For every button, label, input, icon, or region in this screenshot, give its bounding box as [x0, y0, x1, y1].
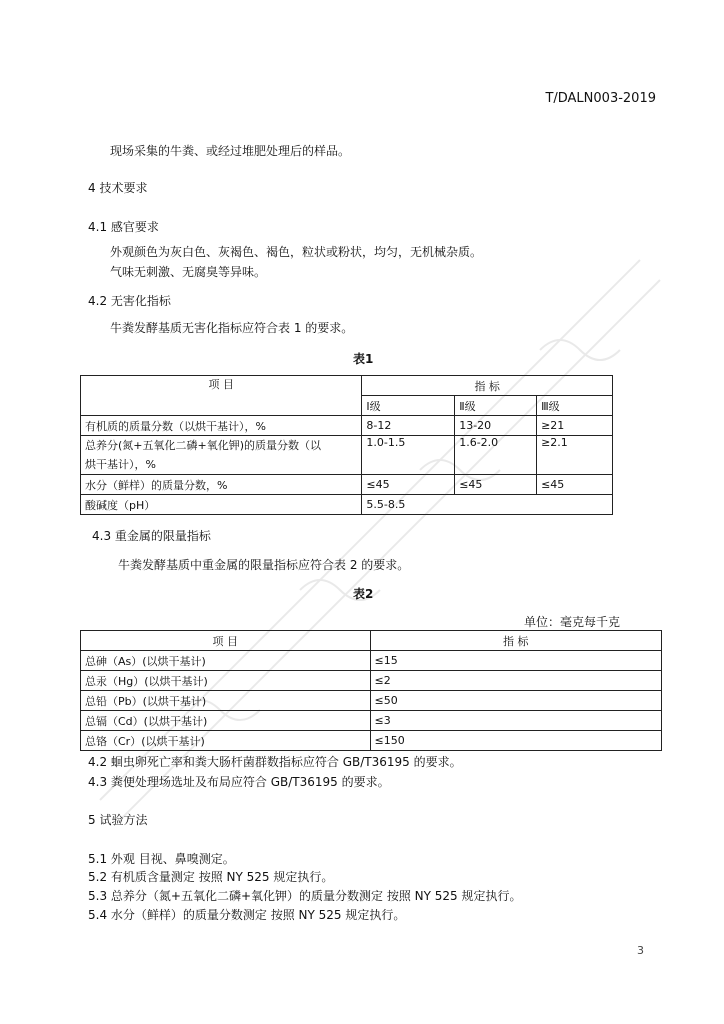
table-row	[81, 651, 662, 671]
table-1-header-item: 项 目	[81, 376, 362, 416]
table-cell: 总汞（Hg）(以烘干基计)	[81, 671, 371, 691]
table-cell: 有机质的质量分数（以烘干基计），%	[81, 416, 362, 436]
table-1-grade-1: Ⅰ级	[362, 396, 455, 416]
document-code: T/DALN003-2019	[545, 91, 656, 106]
table-cell: 水分（鲜样）的质量分数，%	[81, 475, 362, 495]
table-cell: ≤150	[370, 731, 662, 751]
method-item: 5.4 水分（鲜样）的质量分数测定 按照 NY 525 规定执行。	[88, 908, 406, 922]
table-cell: ≥2.1	[537, 436, 613, 475]
table-cell: 总铅（Pb）(以烘干基计)	[81, 691, 371, 711]
page-number: 3	[637, 944, 644, 957]
table-1-header-index: 指 标	[362, 376, 613, 396]
section-4-heading: 4 技术要求	[88, 181, 148, 195]
table-row	[81, 475, 613, 495]
table-cell: ≤50	[370, 691, 662, 711]
table-2-header-item: 项 目	[81, 631, 371, 651]
table-cell: ≥21	[537, 416, 613, 436]
section-4-1-heading: 4.1 感官要求	[88, 220, 159, 234]
sensory-text-2: 气味无刺激、无腐臭等异味。	[110, 265, 267, 279]
table-row	[81, 495, 613, 515]
clause-4-2-pathogen: 4.2 蛔虫卵死亡率和粪大肠杆菌群数指标应符合 GB/T36195 的要求。	[88, 755, 462, 769]
table-cell: ≤3	[370, 711, 662, 731]
table-cell: 总砷（As）(以烘干基计)	[81, 651, 371, 671]
section-5-heading: 5 试验方法	[88, 813, 148, 827]
method-item: 5.1 外观 目视、鼻嗅测定。	[88, 852, 235, 866]
section-4-2-text: 牛粪发酵基质无害化指标应符合表 1 的要求。	[110, 321, 354, 335]
table-row	[81, 631, 662, 651]
table-cell: ≤2	[370, 671, 662, 691]
table-cell: 总镉（Cd）(以烘干基计)	[81, 711, 371, 731]
clause-4-3-site: 4.3 粪便处理场选址及布局应符合 GB/T36195 的要求。	[88, 775, 390, 789]
table-cell: ≤45	[362, 475, 455, 495]
table-row	[81, 416, 613, 436]
table-1-caption: 表1	[353, 352, 374, 366]
table-2-caption: 表2	[353, 587, 374, 601]
table-cell: ≤45	[455, 475, 537, 495]
table-row	[81, 376, 613, 396]
table-row	[81, 711, 662, 731]
table-cell: 5.5-8.5	[362, 495, 613, 515]
table-row	[81, 671, 662, 691]
table-cell: 13-20	[455, 416, 537, 436]
intro-text: 现场采集的牛粪、或经过堆肥处理后的样品。	[110, 144, 351, 158]
table-2-header-index: 指 标	[370, 631, 662, 651]
table-cell: 1.6-2.0	[455, 436, 537, 475]
table-row	[81, 731, 662, 751]
table-2	[80, 630, 662, 751]
table-cell: 总铬（Cr）(以烘干基计)	[81, 731, 371, 751]
table-2-unit: 单位：毫克每千克	[524, 615, 621, 629]
cell-line: 总养分(氮+五氧化二磷+氧化钾)的质量分数（以	[85, 439, 322, 452]
section-4-3-text: 牛粪发酵基质中重金属的限量指标应符合表 2 的要求。	[118, 558, 410, 572]
section-4-2-heading: 4.2 无害化指标	[88, 294, 171, 308]
table-1-grade-3: Ⅲ级	[537, 396, 613, 416]
table-cell: ≤15	[370, 651, 662, 671]
sensory-text-1: 外观颜色为灰白色、灰褐色、褐色，粒状或粉状，均匀，无机械杂质。	[110, 245, 483, 259]
table-cell: 1.0-1.5	[362, 436, 455, 475]
table-cell: 8-12	[362, 416, 455, 436]
table-1	[80, 375, 613, 515]
table-row	[81, 436, 613, 475]
cell-line: 烘干基计），%	[85, 458, 156, 471]
table-cell: ≤45	[537, 475, 613, 495]
method-item: 5.2 有机质含量测定 按照 NY 525 规定执行。	[88, 870, 334, 884]
table-1-grade-2: Ⅱ级	[455, 396, 537, 416]
table-cell: 酸碱度（pH）	[81, 495, 362, 515]
table-row	[81, 691, 662, 711]
section-4-3-heading: 4.3 重金属的限量指标	[92, 529, 211, 543]
method-item: 5.3 总养分（氮+五氧化二磷+氧化钾）的质量分数测定 按照 NY 525 规定执行。	[88, 889, 522, 903]
table-cell	[81, 436, 362, 475]
